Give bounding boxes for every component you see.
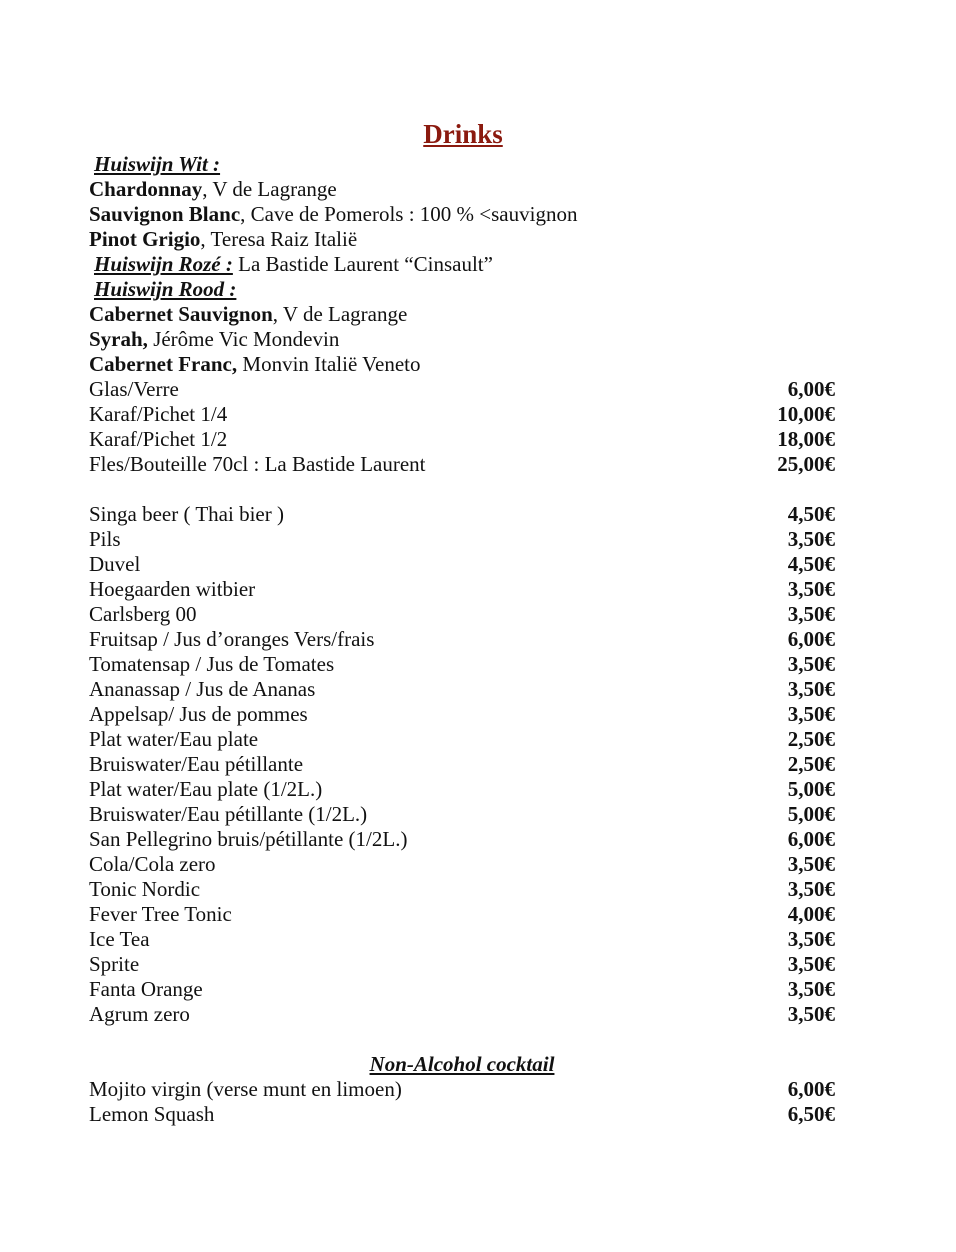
item-price: 6,00€ bbox=[787, 377, 835, 401]
wine-name: Cabernet Sauvignon bbox=[89, 302, 273, 326]
drinks-list bbox=[89, 152, 835, 1127]
item-name: Karaf/Pichet 1/2 bbox=[89, 427, 228, 451]
item-price: 6,50€ bbox=[787, 1102, 835, 1126]
house-red-item bbox=[89, 302, 835, 327]
wine-detail: Jérôme Vic Mondevin bbox=[147, 327, 340, 351]
house-rose-heading: Huiswijn Rozé : bbox=[94, 252, 233, 276]
item-price: 10,00€ bbox=[777, 402, 835, 426]
price-row bbox=[89, 952, 835, 977]
wine-detail: Monvin Italië Veneto bbox=[237, 352, 421, 376]
item-name: Ananassap / Jus de Ananas bbox=[89, 677, 316, 701]
price-row bbox=[89, 427, 835, 452]
item-price: 3,50€ bbox=[787, 702, 835, 726]
price-row bbox=[89, 677, 835, 702]
item-name: Mojito virgin (verse munt en limoen) bbox=[89, 1077, 402, 1101]
price-row bbox=[89, 802, 835, 827]
price-row bbox=[89, 1102, 835, 1127]
item-price: 5,00€ bbox=[787, 777, 835, 801]
price-row bbox=[89, 702, 835, 727]
item-price: 4,50€ bbox=[787, 502, 835, 526]
cocktail-price-list bbox=[89, 1077, 835, 1127]
item-name: Glas/Verre bbox=[89, 377, 179, 401]
item-name: Tomatensap / Jus de Tomates bbox=[89, 652, 335, 676]
item-name: Plat water/Eau plate bbox=[89, 727, 259, 751]
item-name: Bruiswater/Eau pétillante (1/2L.) bbox=[89, 802, 368, 826]
item-price: 6,00€ bbox=[787, 627, 835, 651]
item-price: 3,50€ bbox=[787, 852, 835, 876]
item-price: 3,50€ bbox=[787, 927, 835, 951]
item-name: Agrum zero bbox=[89, 1002, 190, 1026]
item-name: Appelsap/ Jus de pommes bbox=[89, 702, 308, 726]
item-name: Sprite bbox=[89, 952, 140, 976]
item-price: 3,50€ bbox=[787, 577, 835, 601]
item-name: Plat water/Eau plate (1/2L.) bbox=[89, 777, 323, 801]
item-price: 5,00€ bbox=[787, 802, 835, 826]
item-name: Ice Tea bbox=[89, 927, 150, 951]
drinks-price-list bbox=[89, 502, 835, 1027]
wine-detail: , Teresa Raiz Italië bbox=[200, 227, 358, 251]
price-row bbox=[89, 602, 835, 627]
item-name: Carlsberg 00 bbox=[89, 602, 197, 626]
item-name: Karaf/Pichet 1/4 bbox=[89, 402, 228, 426]
item-price: 2,50€ bbox=[787, 727, 835, 751]
item-name: Fanta Orange bbox=[89, 977, 203, 1001]
house-white-item bbox=[89, 227, 835, 252]
wine-name: Syrah, bbox=[89, 327, 148, 351]
item-name: Pils bbox=[89, 527, 121, 551]
price-row bbox=[89, 577, 835, 602]
item-price: 3,50€ bbox=[787, 527, 835, 551]
price-row bbox=[89, 1002, 835, 1027]
price-row bbox=[89, 452, 835, 477]
item-price: 6,00€ bbox=[787, 1077, 835, 1101]
item-price: 3,50€ bbox=[787, 602, 835, 626]
house-red-heading bbox=[89, 277, 835, 302]
item-price: 3,50€ bbox=[787, 1002, 835, 1026]
wine-name: Chardonnay bbox=[89, 177, 203, 201]
item-name: Tonic Nordic bbox=[89, 877, 201, 901]
item-price: 18,00€ bbox=[777, 427, 835, 451]
price-row bbox=[89, 852, 835, 877]
item-name: Bruiswater/Eau pétillante bbox=[89, 752, 304, 776]
price-row bbox=[89, 727, 835, 752]
page-title: Drinks bbox=[423, 119, 503, 149]
price-row bbox=[89, 402, 835, 427]
price-row bbox=[89, 752, 835, 777]
item-price: 25,00€ bbox=[777, 452, 835, 476]
item-name: Fever Tree Tonic bbox=[89, 902, 232, 926]
item-price: 4,00€ bbox=[787, 902, 835, 926]
wine-detail: , V de Lagrange bbox=[272, 302, 408, 326]
house-white-heading bbox=[89, 152, 835, 177]
price-row bbox=[89, 927, 835, 952]
item-name: Cola/Cola zero bbox=[89, 852, 216, 876]
item-name: Duvel bbox=[89, 552, 141, 576]
price-row bbox=[89, 527, 835, 552]
price-row bbox=[89, 877, 835, 902]
item-price: 6,00€ bbox=[787, 827, 835, 851]
price-row bbox=[89, 1077, 835, 1102]
wine-name: Sauvignon Blanc bbox=[89, 202, 241, 226]
item-name: Singa beer ( Thai bier ) bbox=[89, 502, 284, 526]
item-price: 3,50€ bbox=[787, 977, 835, 1001]
item-price: 2,50€ bbox=[787, 752, 835, 776]
cocktail-heading-text: Non-Alcohol cocktail bbox=[369, 1052, 555, 1076]
item-price: 4,50€ bbox=[787, 552, 835, 576]
house-rose-detail: La Bastide Laurent “Cinsault” bbox=[232, 252, 493, 276]
wine-detail: , Cave de Pomerols : 100 % <sauvignon bbox=[240, 202, 578, 226]
item-price: 3,50€ bbox=[787, 677, 835, 701]
house-red-item bbox=[89, 352, 835, 377]
wine-detail: , V de Lagrange bbox=[202, 177, 337, 201]
spacer bbox=[89, 477, 835, 502]
item-name: Fruitsap / Jus d’oranges Vers/frais bbox=[89, 627, 375, 651]
house-rose-line bbox=[89, 252, 835, 277]
price-row bbox=[89, 902, 835, 927]
house-red-heading-text: Huiswijn Rood : bbox=[94, 277, 237, 301]
house-red-item bbox=[89, 327, 835, 352]
house-white-item bbox=[89, 202, 835, 227]
house-white-item bbox=[89, 177, 835, 202]
price-row bbox=[89, 827, 835, 852]
price-row bbox=[89, 652, 835, 677]
item-price: 3,50€ bbox=[787, 877, 835, 901]
item-price: 3,50€ bbox=[787, 652, 835, 676]
price-row bbox=[89, 977, 835, 1002]
spacer bbox=[89, 1027, 835, 1052]
item-price: 3,50€ bbox=[787, 952, 835, 976]
item-name: Hoegaarden witbier bbox=[89, 577, 256, 601]
item-name: Lemon Squash bbox=[89, 1102, 215, 1126]
wine-name: Cabernet Franc, bbox=[89, 352, 238, 376]
price-row bbox=[89, 502, 835, 527]
wine-name: Pinot Grigio bbox=[89, 227, 201, 251]
price-row bbox=[89, 777, 835, 802]
wine-price-list bbox=[89, 377, 835, 477]
cocktail-heading bbox=[89, 1052, 835, 1077]
item-name: San Pellegrino bruis/pétillante (1/2L.) bbox=[89, 827, 408, 851]
item-name: Fles/Bouteille 70cl : La Bastide Laurent bbox=[89, 452, 426, 476]
price-row bbox=[89, 377, 835, 402]
house-white-heading-text: Huiswijn Wit : bbox=[94, 152, 221, 176]
price-row bbox=[89, 627, 835, 652]
price-row bbox=[89, 552, 835, 577]
